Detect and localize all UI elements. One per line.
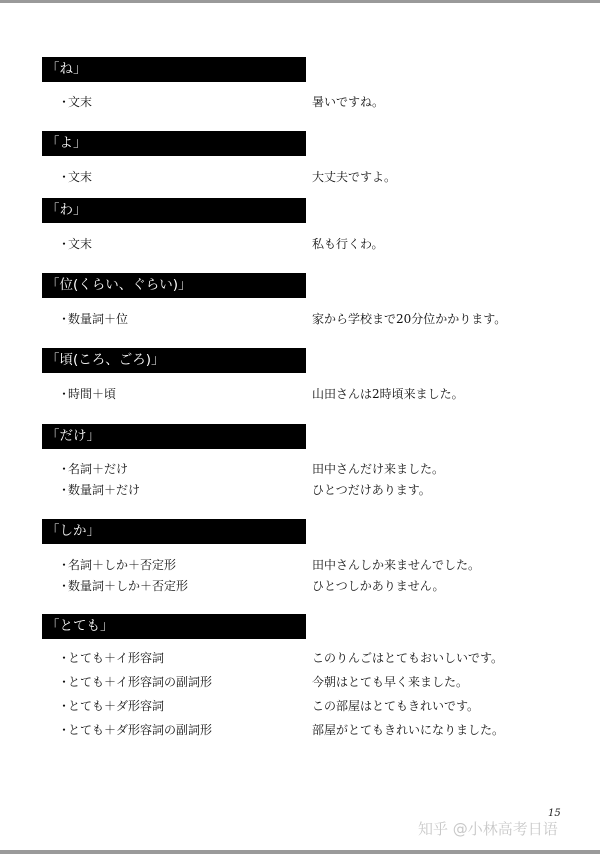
grammar-row bbox=[58, 577, 578, 597]
section-header-ne: 「ね」 bbox=[42, 57, 306, 82]
example-sentence: ひとつだけあります。 bbox=[312, 483, 431, 497]
grammar-row bbox=[58, 673, 578, 693]
grammar-row bbox=[58, 235, 578, 255]
grammar-row bbox=[58, 385, 578, 405]
grammar-row bbox=[58, 460, 578, 480]
usage-label: 文末 bbox=[68, 170, 93, 184]
usage-label: 名詞＋だけ bbox=[68, 462, 129, 476]
example-sentence: 暑いですね。 bbox=[312, 95, 385, 109]
grammar-row bbox=[58, 556, 578, 576]
bullet: ・ bbox=[58, 483, 71, 497]
top-border bbox=[0, 0, 600, 3]
usage-label: とても＋イ形容詞の副詞形 bbox=[68, 675, 213, 689]
grammar-row bbox=[58, 481, 578, 501]
example-sentence: この部屋はとてもきれいです。 bbox=[312, 699, 480, 713]
bullet: ・ bbox=[58, 462, 71, 476]
section-header-totemo: 「とても」 bbox=[42, 614, 306, 639]
bottom-border bbox=[0, 850, 600, 854]
bullet: ・ bbox=[58, 723, 71, 737]
usage-label: 文末 bbox=[68, 237, 93, 251]
section-header-kurai: 「位(くらい、ぐらい)」 bbox=[42, 273, 306, 298]
example-sentence: 今朝はとても早く来ました。 bbox=[312, 675, 469, 689]
bullet: ・ bbox=[58, 387, 71, 401]
section-header-shika: 「しか」 bbox=[42, 519, 306, 544]
usage-label: 文末 bbox=[68, 95, 93, 109]
usage-label: 数量詞＋だけ bbox=[68, 483, 141, 497]
bullet: ・ bbox=[58, 699, 71, 713]
example-sentence: 部屋がとてもきれいになりました。 bbox=[312, 723, 505, 737]
example-sentence: ひとつしかありません。 bbox=[312, 579, 445, 593]
bullet: ・ bbox=[58, 95, 71, 109]
bullet: ・ bbox=[58, 651, 71, 665]
grammar-row bbox=[58, 93, 578, 113]
example-sentence: 田中さんだけ来ました。 bbox=[312, 462, 445, 476]
section-header-dake: 「だけ」 bbox=[42, 424, 306, 449]
bullet: ・ bbox=[58, 170, 71, 184]
bullet: ・ bbox=[58, 558, 71, 572]
grammar-row bbox=[58, 168, 578, 188]
usage-label: 時間＋頃 bbox=[68, 387, 117, 401]
usage-label: とても＋ダ形容詞 bbox=[68, 699, 165, 713]
example-sentence: 家から学校まで20分位かかります。 bbox=[312, 312, 507, 326]
section-header-koro: 「頃(ころ、ごろ)」 bbox=[42, 348, 306, 373]
grammar-row bbox=[58, 697, 578, 717]
usage-label: とても＋イ形容詞 bbox=[68, 651, 165, 665]
usage-label: 名詞＋しか＋否定形 bbox=[68, 558, 177, 572]
example-sentence: 山田さんは2時頃来ました。 bbox=[312, 387, 464, 401]
page-number: 15 bbox=[548, 808, 561, 819]
section-header-wa: 「わ」 bbox=[42, 198, 306, 223]
example-sentence: このりんごはとてもおいしいです。 bbox=[312, 651, 504, 665]
section-header-yo: 「よ」 bbox=[42, 131, 306, 156]
bullet: ・ bbox=[58, 237, 71, 251]
usage-label: 数量詞＋しか＋否定形 bbox=[68, 579, 189, 593]
usage-label: 数量詞＋位 bbox=[68, 312, 129, 326]
grammar-row bbox=[58, 649, 578, 669]
grammar-row bbox=[58, 310, 578, 330]
usage-label: とても＋ダ形容詞の副詞形 bbox=[68, 723, 213, 737]
example-sentence: 田中さんしか来ませんでした。 bbox=[312, 558, 481, 572]
grammar-row bbox=[58, 721, 578, 741]
example-sentence: 大丈夫ですよ。 bbox=[312, 170, 397, 184]
bullet: ・ bbox=[58, 579, 71, 593]
bullet: ・ bbox=[58, 312, 71, 326]
example-sentence: 私も行くわ。 bbox=[312, 237, 384, 251]
watermark-logo: 知乎 @小林高考日语 bbox=[418, 820, 558, 838]
bullet: ・ bbox=[58, 675, 71, 689]
